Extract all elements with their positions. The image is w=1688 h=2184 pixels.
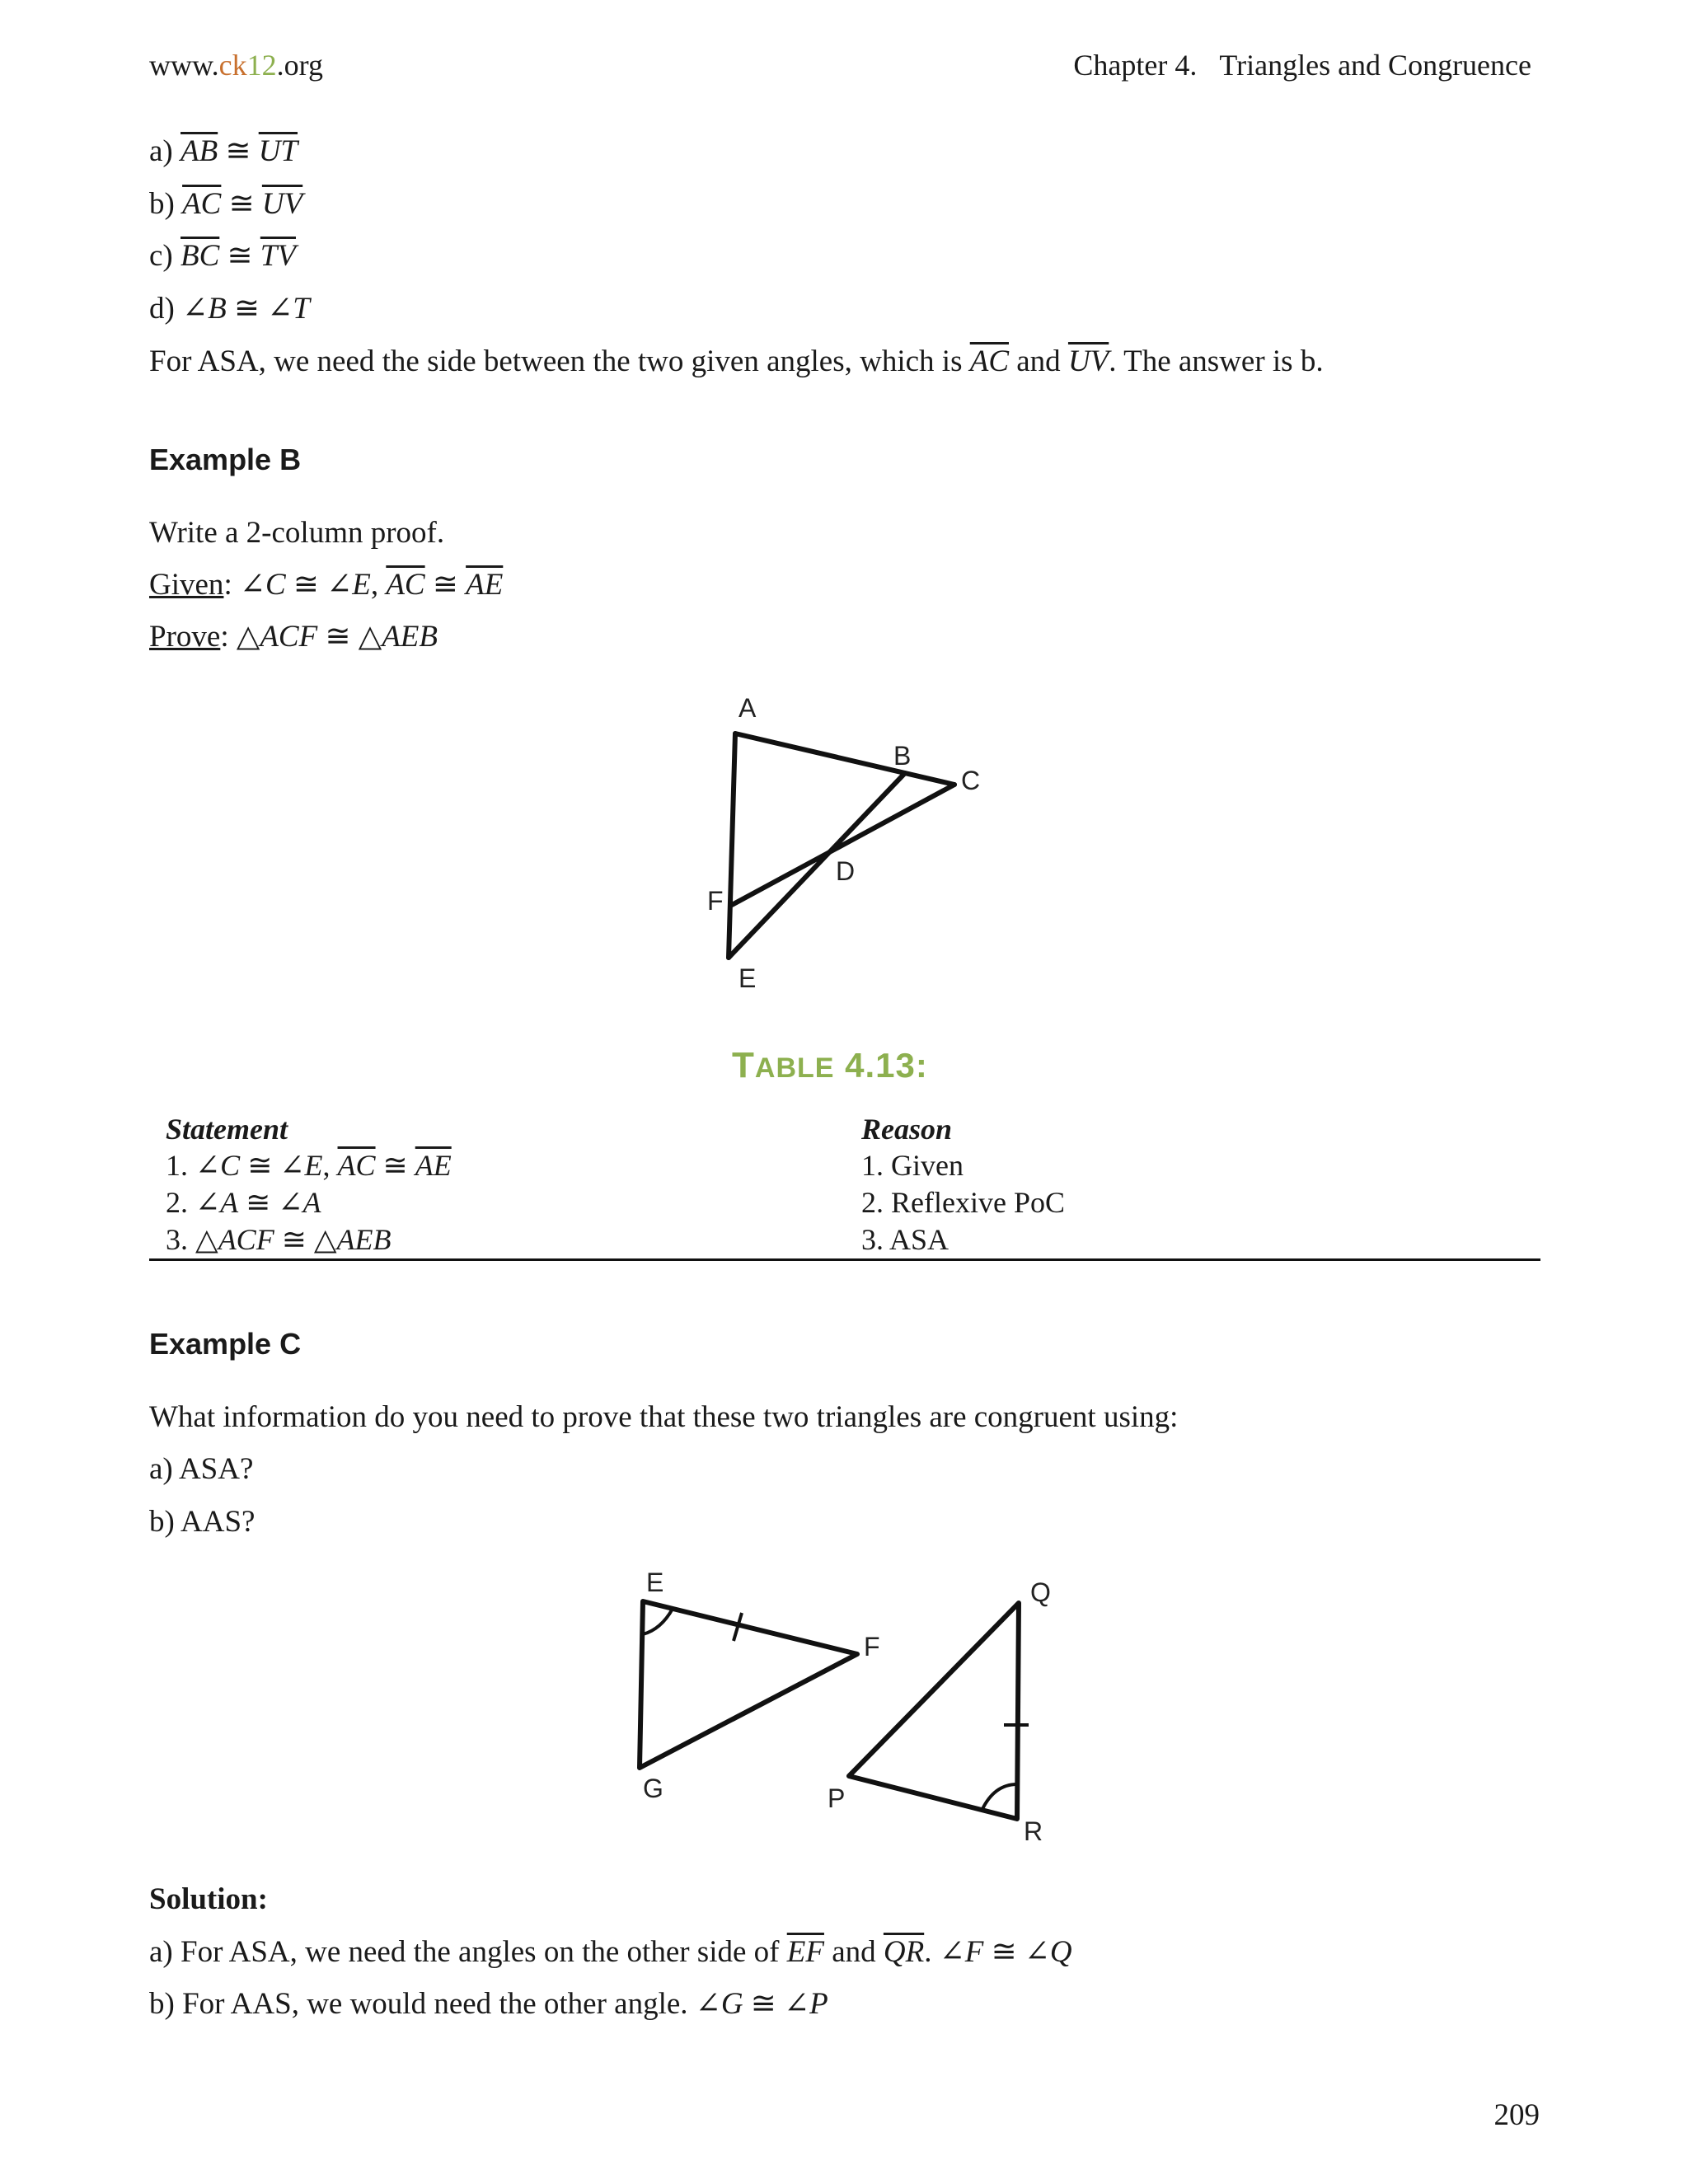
segment: $\overline{BC}$ xyxy=(181,239,220,273)
triangle-name: ACF xyxy=(260,620,318,654)
option-b xyxy=(149,186,302,223)
congruent-symbol: ≅ xyxy=(293,568,319,602)
given-line: Given: ∠C ≅ ∠E, $\overline{AC}$ ≅ $\overline{AE}$ xyxy=(149,568,504,602)
congruent-symbol: ≅ xyxy=(233,292,260,326)
angle-mark-r xyxy=(982,1784,1017,1811)
option-label: d) xyxy=(149,292,175,326)
congruent-symbol: ≅ xyxy=(225,134,251,168)
angle-symbol: ∠ xyxy=(695,1987,721,2021)
option-label: c) xyxy=(149,239,173,273)
segment: $\overline{UV}$ xyxy=(261,187,303,221)
label-g: G xyxy=(643,1774,663,1803)
segment-eb xyxy=(729,773,905,958)
site-prefix: www. xyxy=(149,49,219,82)
reason-3: 3. ASA xyxy=(845,1221,1540,1260)
triangle-name: ACF xyxy=(218,1223,274,1256)
angle-symbol: ∠ xyxy=(326,568,353,602)
segment: $\overline{AC}$ xyxy=(337,1149,376,1182)
angle-symbol: ∠ xyxy=(195,1149,221,1182)
table-header-row xyxy=(149,1111,1540,1147)
label-f: F xyxy=(707,886,724,916)
angle-symbol: ∠ xyxy=(182,292,209,326)
angle-name: T xyxy=(293,292,310,326)
example-c-part-b: b) AAS? xyxy=(149,1505,256,1539)
segment: $\overline{UV}$ xyxy=(1067,344,1109,378)
angle-name: C xyxy=(265,568,286,602)
angle-symbol: ∠ xyxy=(784,1987,810,2021)
segment: $\overline{QR}$ xyxy=(883,1935,925,1969)
segment: $\overline{AC}$ xyxy=(182,187,222,221)
chapter-number: Chapter 4. xyxy=(1073,49,1198,82)
page-header-site[interactable] xyxy=(149,48,323,82)
prove-line: Prove: △ACF ≅ △AEB xyxy=(149,620,438,654)
triangle-name: AEB xyxy=(382,620,438,654)
reason-2: 2. Reflexive PoC xyxy=(861,1186,1065,1219)
chapter-title: Triangles and Congruence xyxy=(1219,49,1531,82)
label-b: B xyxy=(893,741,912,771)
option-a xyxy=(149,134,298,170)
site-suffix: .org xyxy=(276,49,323,82)
label-p: P xyxy=(828,1783,846,1813)
angle-name: P xyxy=(809,1987,828,2021)
caption-number: 4.13: xyxy=(845,1046,928,1085)
angle-symbol: ∠ xyxy=(278,1186,303,1219)
segment: $\overline{AC}$ xyxy=(969,344,1009,378)
text: and xyxy=(823,1935,884,1969)
triangle-name: AEB xyxy=(336,1223,392,1256)
asa-note xyxy=(149,344,1324,380)
figure-triangles-efg-pqr xyxy=(610,1562,1071,1858)
option-d xyxy=(149,291,310,327)
solution-a: a) For ASA, we need the angles on the other side of $\overline{EF}$ and $\overline{QR}$. ∠F ≅ ∠Q xyxy=(149,1935,1072,1969)
segment: $\overline{AC}$ xyxy=(386,568,425,602)
page-header-chapter xyxy=(1073,48,1531,82)
angle-name: E xyxy=(352,568,371,602)
congruent-symbol: ≅ xyxy=(325,620,351,654)
option-label: a) xyxy=(149,134,173,168)
caption-t: T xyxy=(732,1045,755,1085)
segment: $\overline{AE}$ xyxy=(466,568,504,602)
label-c: C xyxy=(961,766,981,795)
proof-table xyxy=(149,1111,1540,1261)
segment: $\overline{EF}$ xyxy=(786,1935,824,1969)
congruent-symbol: ≅ xyxy=(432,568,458,602)
angle-symbol: ∠ xyxy=(939,1935,965,1969)
table-row xyxy=(149,1184,1540,1221)
segment: $\overline{AE}$ xyxy=(415,1149,452,1182)
angle-name: E xyxy=(304,1149,323,1182)
solution-heading: Solution: xyxy=(149,1882,268,1916)
figure-triangles-abc-aef xyxy=(676,692,1022,1005)
triangle-symbol: △ xyxy=(358,620,382,654)
site-ck: ck xyxy=(218,49,247,82)
statement-3: 3. △ACF ≅ △AEB xyxy=(149,1221,845,1260)
segment: $\overline{UT}$ xyxy=(258,134,298,168)
angle-mark-e xyxy=(643,1609,673,1634)
angle-symbol: ∠ xyxy=(267,292,293,326)
label-q: Q xyxy=(1030,1577,1051,1607)
congruent-symbol: ≅ xyxy=(227,239,253,273)
statement-1: 1. ∠C ≅ ∠E, $\overline{AC}$ ≅ $\overline{AE}$ xyxy=(166,1149,452,1182)
label-f: F xyxy=(864,1632,880,1661)
row-number: 1. xyxy=(166,1149,188,1182)
example-b-instruction: Write a 2-column proof. xyxy=(149,516,445,550)
row-number: 2. xyxy=(166,1186,188,1219)
text: a) For ASA, we need the angles on the other side of xyxy=(149,1935,787,1969)
label-d: D xyxy=(836,856,856,886)
angle-symbol: ∠ xyxy=(195,1186,221,1219)
label-e: E xyxy=(738,963,757,993)
example-c-heading: Example C xyxy=(149,1327,302,1361)
text: b) For AAS, we would need the other angle. xyxy=(149,1987,696,2021)
table-row xyxy=(149,1221,1540,1260)
angle-name: G xyxy=(720,1987,743,2021)
text: and xyxy=(1009,344,1068,378)
example-b-heading: Example B xyxy=(149,443,302,476)
text: For ASA, we need the side between the two given angles, which is xyxy=(149,344,970,378)
label-a: A xyxy=(738,693,757,723)
option-c xyxy=(149,238,296,274)
label-e: E xyxy=(646,1568,664,1597)
label-r: R xyxy=(1024,1816,1043,1846)
table-caption xyxy=(732,1045,928,1086)
reason-1: 1. Given xyxy=(861,1149,964,1182)
prove-label: Prove xyxy=(149,620,221,654)
col-reason: Reason xyxy=(861,1113,953,1146)
segment-ae xyxy=(729,733,735,958)
angle-name: C xyxy=(220,1149,241,1182)
example-c-part-a: a) ASA? xyxy=(149,1452,254,1486)
angle-name: A xyxy=(302,1186,321,1219)
col-statement: Statement xyxy=(166,1113,288,1146)
angle-symbol: ∠ xyxy=(239,568,265,602)
site-12: 12 xyxy=(246,49,277,82)
option-label: b) xyxy=(149,187,175,221)
segment-ac xyxy=(735,733,954,785)
triangle-symbol: △ xyxy=(236,620,260,654)
angle-symbol: ∠ xyxy=(279,1149,305,1182)
angle-symbol: ∠ xyxy=(1024,1935,1050,1969)
statement-2: 2. ∠A ≅ ∠A xyxy=(166,1186,321,1219)
text: . The answer is b. xyxy=(1109,344,1324,378)
solution-b: b) For AAS, we would need the other angle. ∠G ≅ ∠P xyxy=(149,1987,828,2021)
segment-fc xyxy=(732,785,954,905)
caption-word: ABLE xyxy=(754,1052,835,1084)
segment: $\overline{AB}$ xyxy=(181,134,218,168)
angle-name: B xyxy=(208,292,227,326)
triangle-efg xyxy=(640,1601,857,1768)
segment: $\overline{TV}$ xyxy=(260,239,296,273)
example-c-question: What information do you need to prove that these two triangles are congruent using: xyxy=(149,1400,1179,1434)
angle-name: Q xyxy=(1049,1935,1072,1969)
page-number: 209 xyxy=(1493,2098,1540,2132)
row-number: 3. xyxy=(166,1223,188,1256)
angle-name: F xyxy=(964,1935,984,1969)
table-row xyxy=(149,1147,1540,1184)
given-label: Given xyxy=(149,568,224,602)
text: . xyxy=(924,1935,940,1969)
congruent-symbol: ≅ xyxy=(228,187,255,221)
angle-name: A xyxy=(220,1186,239,1219)
